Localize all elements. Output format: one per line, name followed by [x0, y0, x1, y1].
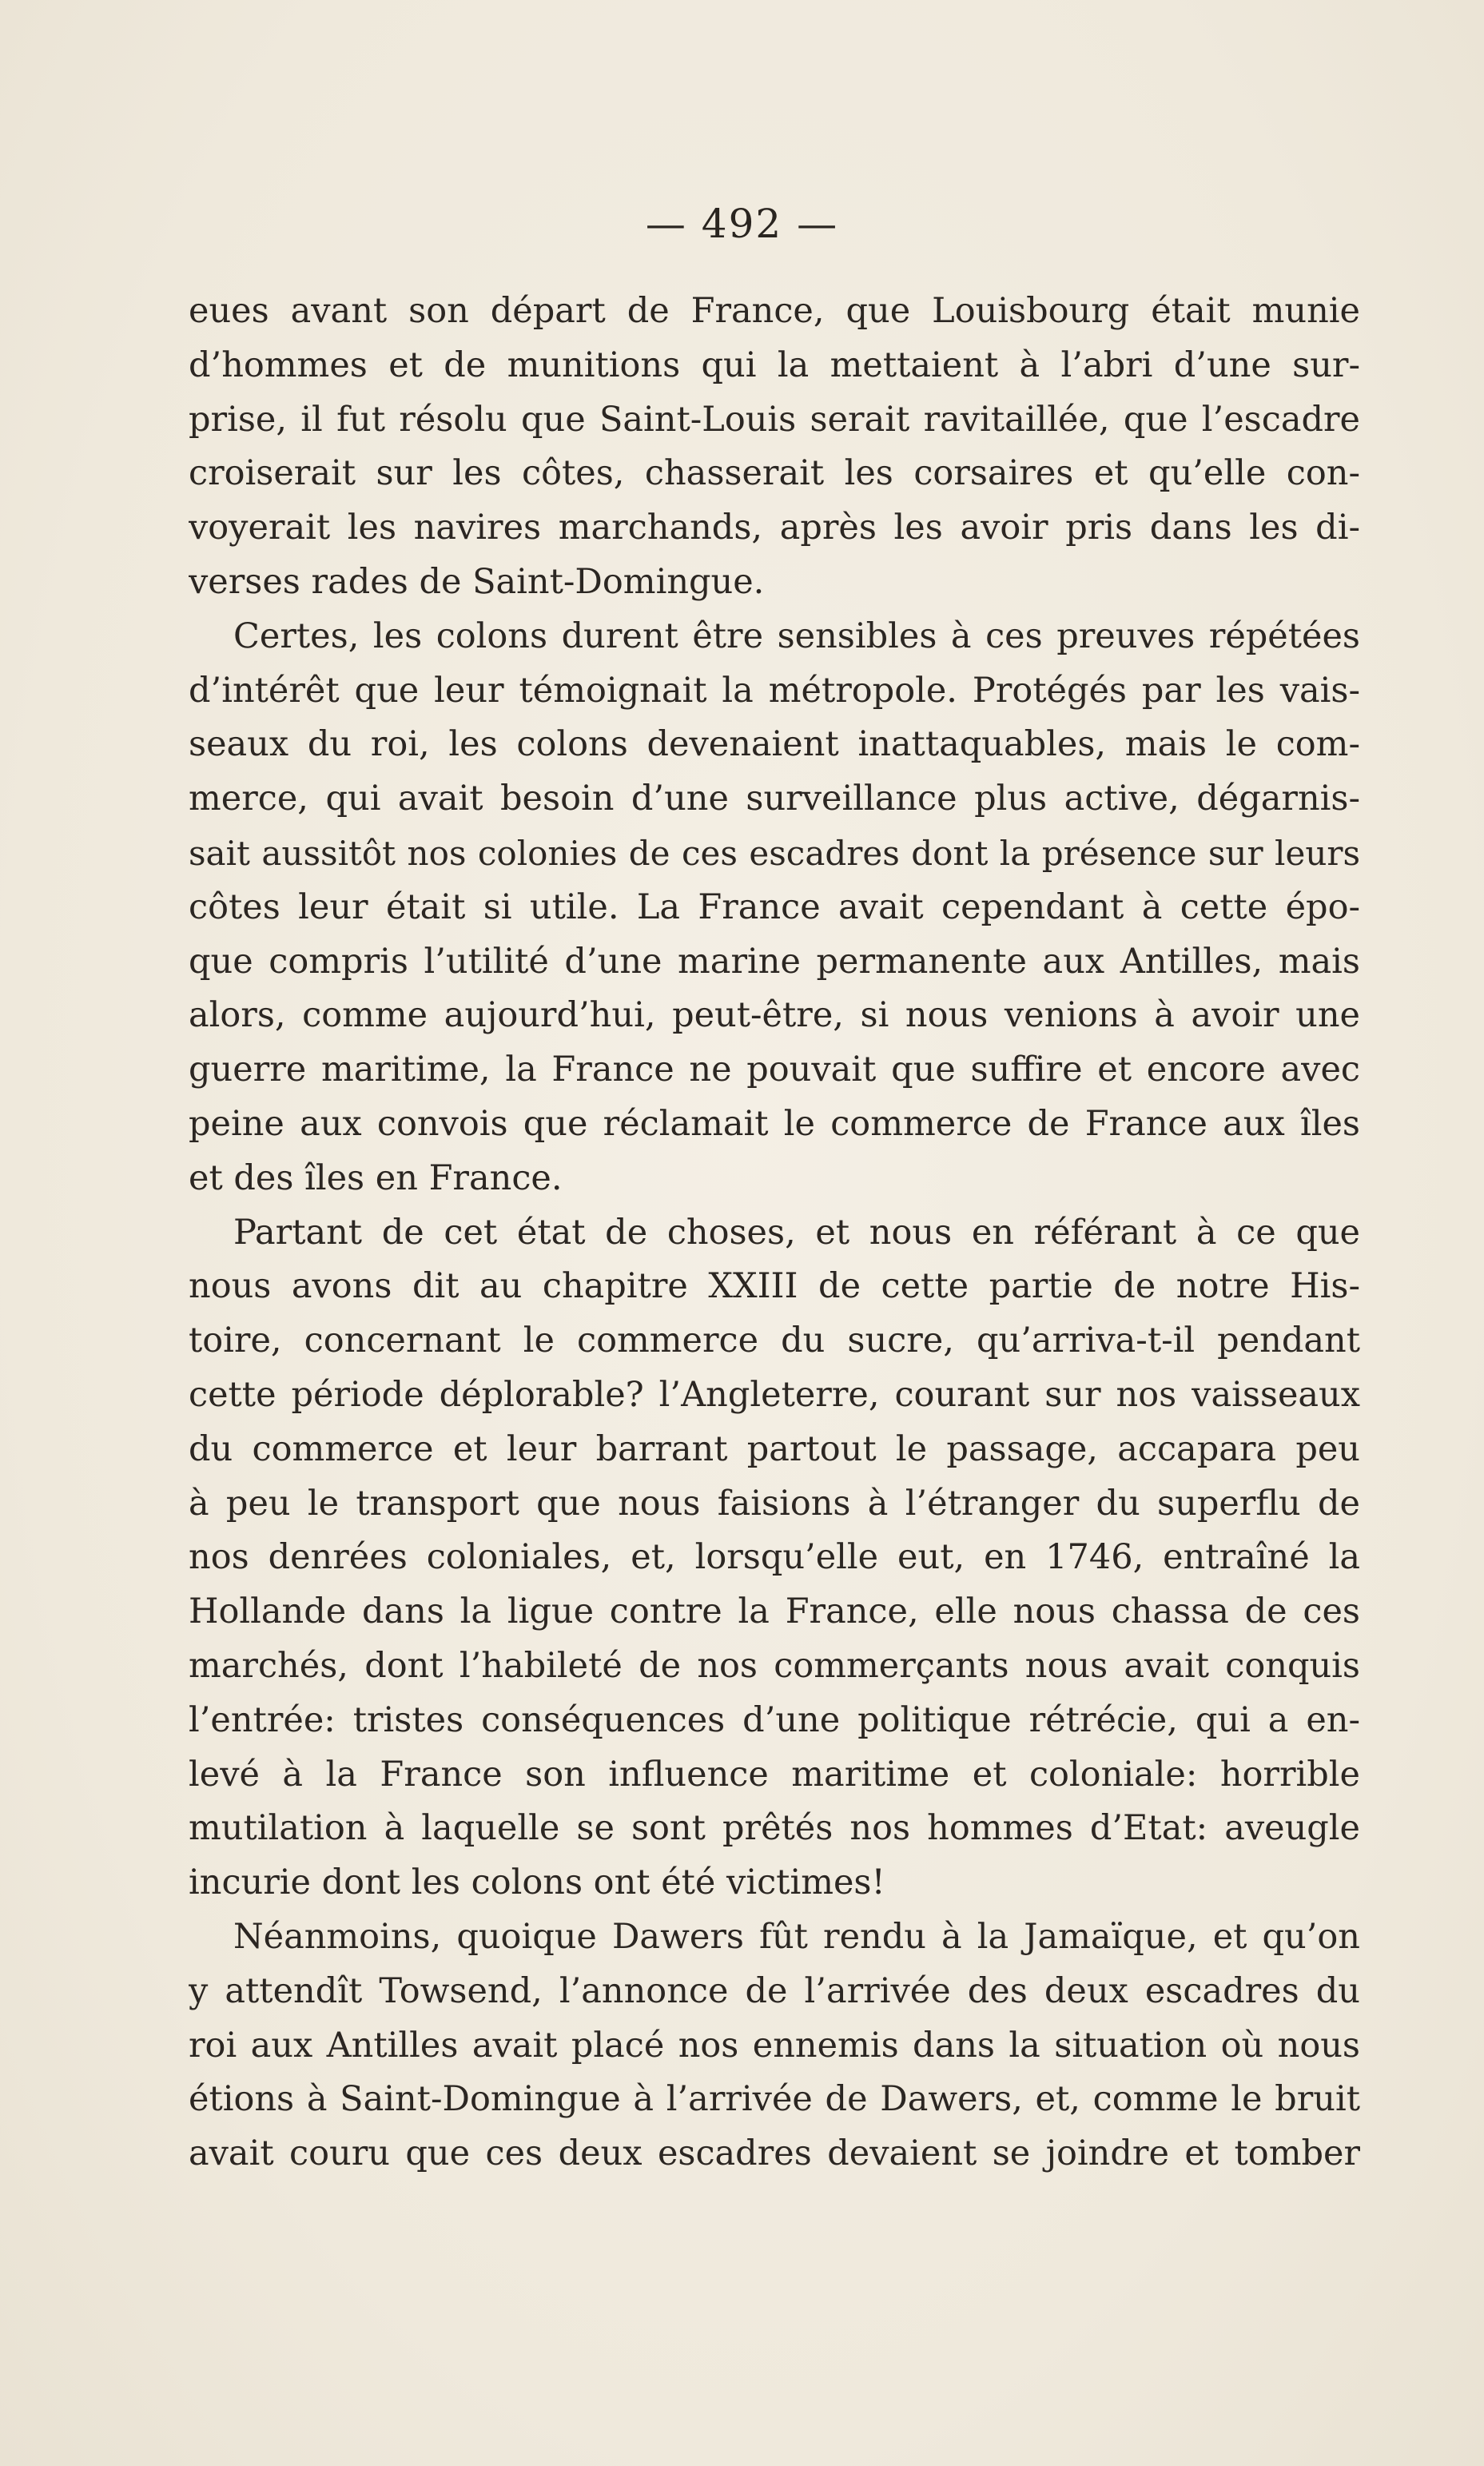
text-line: toire, concernant le commerce du sucre, qu’arriva-t-il pendant: [189, 1321, 1360, 1361]
text-line: étions à Saint-Domingue à l’arrivée de Dawers, et, comme le bruit: [189, 2079, 1360, 2120]
text-line: d’intérêt que leur témoignait la métropole. Protégés par les vais-: [189, 670, 1360, 711]
text-line: Néanmoins, quoique Dawers fût rendu à la Jamaïque, et qu’on: [233, 1916, 1360, 1957]
body-text: [189, 285, 1360, 2181]
text-line: eues avant son départ de France, que Louisbourg était munie: [189, 291, 1360, 331]
text-line: roi aux Antilles avait placé nos ennemis dans la situation où nous: [189, 2025, 1360, 2066]
text-line: l’entrée: tristes conséquences d’une politique rétrécie, qui a en-: [189, 1699, 1360, 1740]
text-line: marchés, dont l’habileté de nos commerçants nous avait conquis: [189, 1645, 1360, 1686]
text-line: à peu le transport que nous faisions à l’étranger du superflu de: [189, 1483, 1360, 1524]
text-line: d’hommes et de munitions qui la mettaient à l’abri d’une sur-: [189, 345, 1360, 385]
text-line: Hollande dans la ligue contre la France, elle nous chassa de ces: [189, 1592, 1360, 1632]
text-line: voyerait les navires marchands, après les avoir pris dans les di-: [189, 508, 1360, 548]
text-line: Partant de cet état de choses, et nous en référant à ce que: [233, 1212, 1360, 1253]
text-line: verses rades de Saint-Domingue.: [189, 561, 765, 602]
text-line: prise, il fut résolu que Saint-Louis serait ravitaillée, que l’escadre: [189, 399, 1360, 440]
text-line: guerre maritime, la France ne pouvait que suffire et encore avec: [189, 1050, 1360, 1090]
text-line: côtes leur était si utile. La France avait cependant à cette épo-: [189, 886, 1360, 927]
text-line: croiserait sur les côtes, chasserait les corsaires et qu’elle con-: [189, 453, 1360, 494]
text-line: merce, qui avait besoin d’une surveillance plus active, dégarnis-: [189, 779, 1360, 819]
text-line: levé à la France son influence maritime et coloniale: horrible: [189, 1754, 1360, 1795]
text-line: nos denrées coloniales, et, lorsqu’elle eut, en 1746, entraîné la: [189, 1537, 1360, 1578]
text-line: nous avons dit au chapitre XXIII de cette partie de notre His-: [189, 1266, 1360, 1307]
text-line: y attendît Towsend, l’annonce de l’arrivée des deux escadres du: [189, 1970, 1360, 2011]
text-line: sait aussitôt nos colonies de ces escadres dont la présence sur leurs: [189, 833, 1360, 873]
text-line: cette période déplorable? l’Angleterre, courant sur nos vaisseaux: [189, 1374, 1360, 1415]
text-line: et des îles en France.: [189, 1157, 563, 1198]
text-line: incurie dont les colons ont été victimes!: [189, 1862, 885, 1903]
text-line: alors, comme aujourd’hui, peut-être, si nous venions à avoir une: [189, 995, 1360, 1036]
text-line: Certes, les colons durent être sensibles à ces preuves répétées: [233, 616, 1360, 656]
text-line: que compris l’utilité d’une marine permanente aux Antilles, mais: [189, 941, 1360, 982]
text-line: mutilation à laquelle se sont prêtés nos hommes d’Etat: aveugle: [189, 1808, 1360, 1849]
text-line: du commerce et leur barrant partout le passage, accapara peu: [189, 1428, 1360, 1469]
text-line: avait couru que ces deux escadres devaient se joindre et tomber: [189, 2133, 1360, 2174]
text-line: seaux du roi, les colons devenaient inattaquables, mais le com-: [189, 724, 1360, 765]
text-line: peine aux convois que réclamait le commerce de France aux îles: [189, 1103, 1360, 1144]
page-number: — 492 —: [645, 201, 839, 247]
